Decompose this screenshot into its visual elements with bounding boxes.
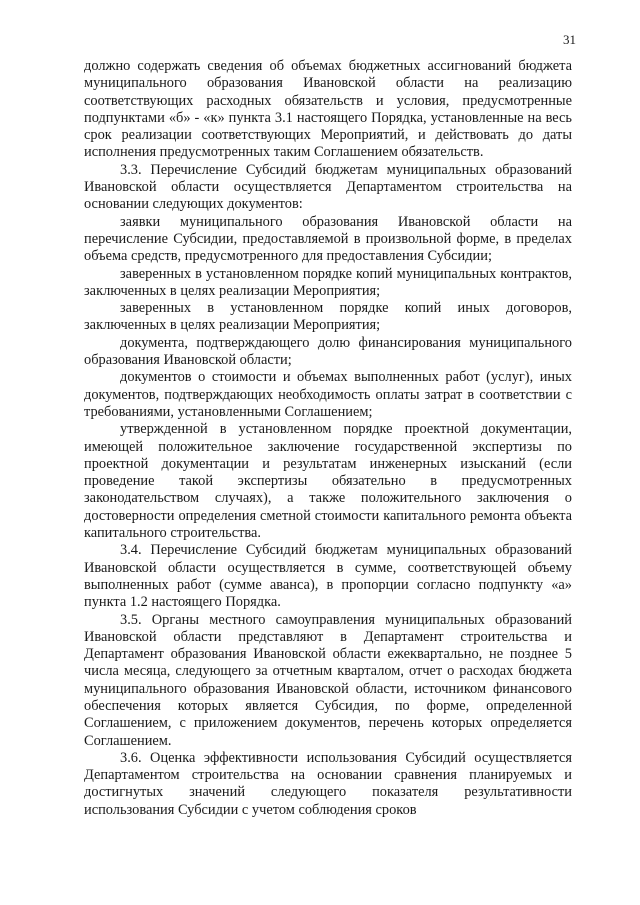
- paragraph-3-4: 3.4. Перечисление Субсидий бюджетам муниципальных образований Ивановской области осуществляется в сумме, соответствующей объему выполненных работ (сумме аванса), в пропорции согласно подпункту «а» пункта 1.2 настоящего Порядка.: [84, 542, 572, 611]
- paragraph-3-5: 3.5. Органы местного самоуправления муниципальных образований Ивановской области представляют в Департамент строительства и Департамент образования Ивановской области ежеквартально, не позднее 5 числа месяца, следующего за отчетным кварталом, отчет о расходах бюджета муниципального образования Ивановской области, источником финансового обеспечения которых является Субсидия, по форме, определенной Соглашением, с приложением документов, перечень которых определяется Соглашением.: [84, 611, 572, 749]
- paragraph-list-item: заявки муниципального образования Ивановской области на перечисление Субсидии, предоставляемой в произвольной форме, в пределах объема средств, предусмотренного для предоставления Субсидии;: [84, 213, 572, 265]
- paragraph-list-item: документов о стоимости и объемах выполненных работ (услуг), иных документов, подтверждающих необходимость оплаты затрат в соответствии с требованиями, установленными Соглашением;: [84, 369, 572, 420]
- paragraph-list-item: заверенных в установленном порядке копий муниципальных контрактов, заключенных в целях реализации Мероприятия;: [84, 265, 572, 299]
- document-body: [84, 58, 572, 819]
- paragraph-3-6: 3.6. Оценка эффективности использования Субсидий осуществляется Департаментом строительства на основании сравнения планируемых и достигнутых значений следующего показателя результативности использования Субсидии с учетом соблюдения сроков: [84, 749, 572, 818]
- paragraph-list-item: утвержденной в установленном порядке проектной документации, имеющей положительное заключение государственной экспертизы по проектной документации и результатам инженерных изысканий (если проведение такой экспертизы обязательно в предусмотренных законодательством случаях), а также положительного заключения о достоверности определения сметной стоимости капитального ремонта объекта капитального строительства.: [84, 421, 572, 542]
- paragraph-continuation: должно содержать сведения об объемах бюджетных ассигнований бюджета муниципального образования Ивановской области на реализацию соответствующих расходных обязательств и условия, предусмотренные подпунктами «б» - «к» пункта 3.1 настоящего Порядка, установленные на весь срок реализации соответствующих Мероприятий, и действовать до даты исполнения предусмотренных таким Соглашением обязательств.: [84, 58, 572, 161]
- paragraph-3-3: 3.3. Перечисление Субсидий бюджетам муниципальных образований Ивановской области осуществляется Департаментом строительства на основании следующих документов:: [84, 161, 572, 213]
- page-number: 31: [563, 32, 576, 47]
- paragraph-list-item: заверенных в установленном порядке копий иных договоров, заключенных в целях реализации Мероприятия;: [84, 300, 572, 334]
- paragraph-list-item: документа, подтверждающего долю финансирования муниципального образования Ивановской области;: [84, 334, 572, 369]
